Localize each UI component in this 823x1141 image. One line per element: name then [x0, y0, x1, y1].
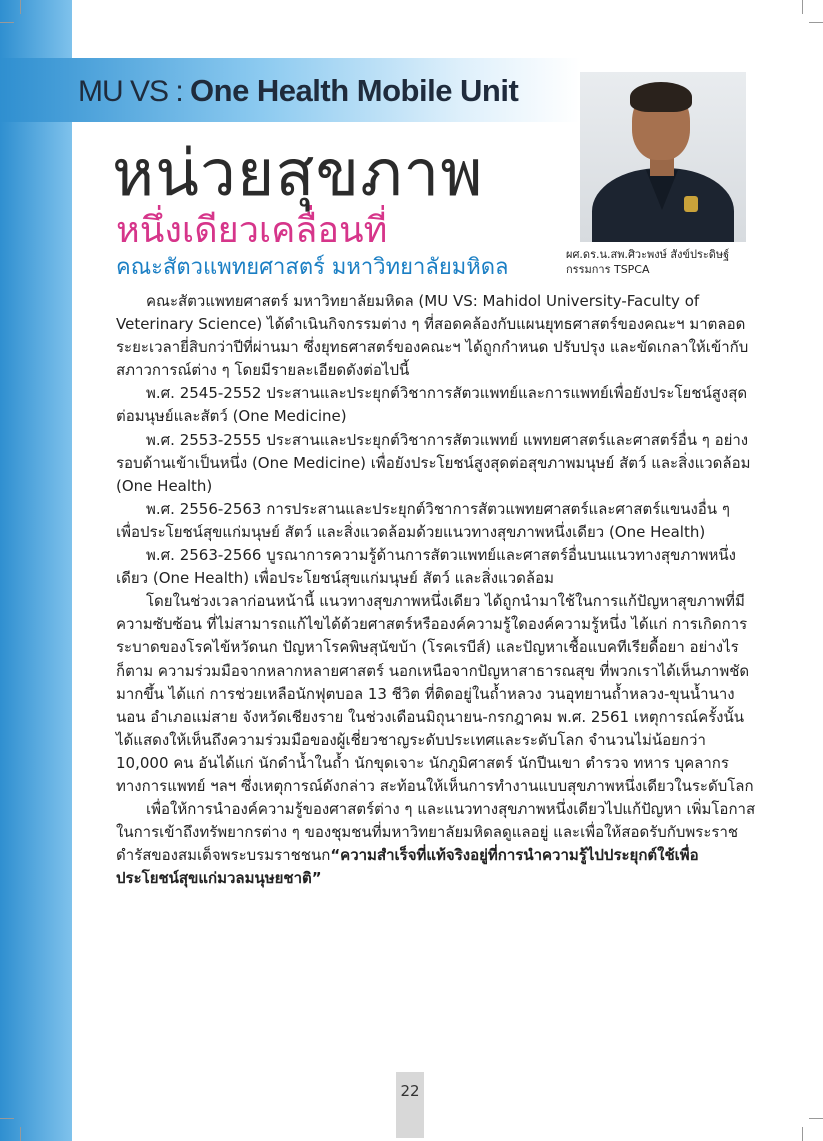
caption-name: ผศ.ดร.น.สพ.ศิวะพงษ์ สังข์ประดิษฐ์ — [566, 248, 730, 261]
article-subtitle: หนึ่งเดียวเคลื่อนที่ — [116, 210, 388, 251]
final-paragraph-text: เพื่อให้การนำองค์ความรู้ของศาสตร์ต่าง ๆ และแนวทางสุขภาพหนึ่งเดียวไปแก้ปัญหา เพิ่มโอกาสในการเข้าถึงทรัพยากรต่าง ๆ ของชุมชนที่มหาวิทยาลัยมหิดลดูแลอยู่ และเพื่อให้สอดรับกับพระราชดำรัสของสมเด็จพระบรมราชชนก — [116, 800, 756, 865]
photo-caption — [566, 247, 766, 277]
article-title: หน่วยสุขภาพ — [112, 137, 484, 211]
royal-quote: “ความสำเร็จที่แท้จริงอยู่ที่การนำความรู้ไปประยุกต์ใช้เพื่อประโยชน์สุขแก่มวลมนุษยชาติ” — [116, 846, 699, 888]
article-body — [116, 290, 756, 890]
body-paragraph-final — [116, 798, 756, 890]
crop-mark — [20, 1127, 21, 1141]
body-paragraph: พ.ศ. 2563-2566 บูรณาการความรู้ด้านการสัตวแพทย์และศาสตร์อื่นบนแนวทางสุขภาพหนึ่งเดียว (One Health) เพื่อประโยชน์สุขแก่มนุษย์ สัตว์ และสิ่งแวดล้อม — [116, 546, 736, 588]
article-organization: คณะสัตวแพทยศาสตร์ มหาวิทยาลัยมหิดล — [116, 255, 509, 280]
crop-mark — [0, 1118, 14, 1119]
photo-hair — [630, 82, 692, 112]
series-title: One Health Mobile Unit — [190, 73, 519, 108]
crop-mark — [802, 0, 803, 14]
crop-mark — [809, 1118, 823, 1119]
caption-role: กรรมการ TSPCA — [566, 263, 650, 276]
crop-mark — [802, 1127, 803, 1141]
photo-badge — [684, 196, 698, 212]
body-paragraph: คณะสัตวแพทยศาสตร์ มหาวิทยาลัยมหิดล (MU VS: Mahidol University-Faculty of Veterinary Science) ได้ดำเนินกิจกรรมต่าง ๆ ที่สอดคล้องกับแผนยุทธศาสตร์ของคณะฯ มาตลอดระยะเวลายี่สิบกว่าปีที่ผ่านมา ซึ่งยุทธศาสตร์ของคณะฯ ได้ถูกกำหนด ปรับปรุง และขัดเกลาให้เข้ากับสภาวการณ์ต่าง ๆ โดยมีรายละเอียดดังต่อไปนี้ — [116, 292, 749, 380]
left-color-band — [0, 0, 72, 1141]
series-prefix: MU VS : — [78, 75, 191, 108]
body-paragraph: พ.ศ. 2545-2552 ประสานและประยุกต์วิชาการสัตวแพทย์และการแพทย์เพื่อยังประโยชน์สูงสุดต่อมนุษย์และสัตว์ (One Medicine) — [116, 384, 748, 426]
body-paragraph: พ.ศ. 2556-2563 การประสานและประยุกต์วิชาการสัตวแพทยศาสตร์และศาสตร์แขนงอื่น ๆ เพื่อประโยชน์สุขแก่มนุษย์ สัตว์ และสิ่งแวดล้อมด้วยแนวทางสุขภาพหนึ่งเดียว (One Health) — [116, 499, 730, 541]
crop-mark — [0, 22, 14, 23]
series-heading — [78, 66, 518, 116]
author-photo — [580, 72, 746, 242]
page-number: 22 — [400, 1082, 420, 1100]
body-paragraph: พ.ศ. 2553-2555 ประสานและประยุกต์วิชาการสัตวแพทย์ แพทยศาสตร์และศาสตร์อื่น ๆ อย่างรอบด้านเข้าเป็นหนึ่ง (One Medicine) เพื่อยังประโยชน์สูงสุดต่อสุขภาพมนุษย์ สัตว์ และสิ่งแวดล้อม (One Health) — [116, 430, 751, 495]
crop-mark — [20, 0, 21, 14]
body-paragraph: โดยในช่วงเวลาก่อนหน้านี้ แนวทางสุขภาพหนึ่งเดียว ได้ถูกนำมาใช้ในการแก้ปัญหาสุขภาพที่มีความซับซ้อน ที่ไม่สามารถแก้ไขได้ด้วยศาสตร์หรือองค์ความรู้ใดองค์ความรู้หนึ่ง ได้แก่ การเกิดการระบาดของโรคไข้หวัดนก ปัญหาโรคพิษสุนัขบ้า (โรคเรบีส์) และปัญหาเชื้อแบคทีเรียดื้อยา อย่างไรก็ตาม ความร่วมมือจากหลากหลายศาสตร์ นอกเหนือจากปัญหาสาธารณสุข ที่พวกเราได้เห็นภาพชัดมากขึ้น ได้แก่ การช่วยเหลือนักฟุตบอล 13 ชีวิต ที่ติดอยู่ในถ้ำหลวง วนอุทยานถ้ำหลวง-ขุนน้ำนางนอน อำเภอแม่สาย จังหวัดเชียงราย ในช่วงเดือนมิถุนายน-กรกฎาคม พ.ศ. 2561 เหตุการณ์ครั้งนั้น ได้แสดงให้เห็นถึงความร่วมมือของผู้เชี่ยวชาญระดับประเทศและระดับโลก จำนวนไม่น้อยกว่า 10,000 คน อันได้แก่ นักดำน้ำในถ้ำ นักขุดเจาะ นักภูมิศาสตร์ นักปีนเขา ตำรวจ ทหาร บุคลากรทางการแพทย์ ฯลฯ ซึ่งเหตุการณ์ดังกล่าว สะท้อนให้เห็นการทำงานแบบสุขภาพหนึ่งเดียวในระดับโลก — [116, 592, 754, 795]
crop-mark — [809, 22, 823, 23]
